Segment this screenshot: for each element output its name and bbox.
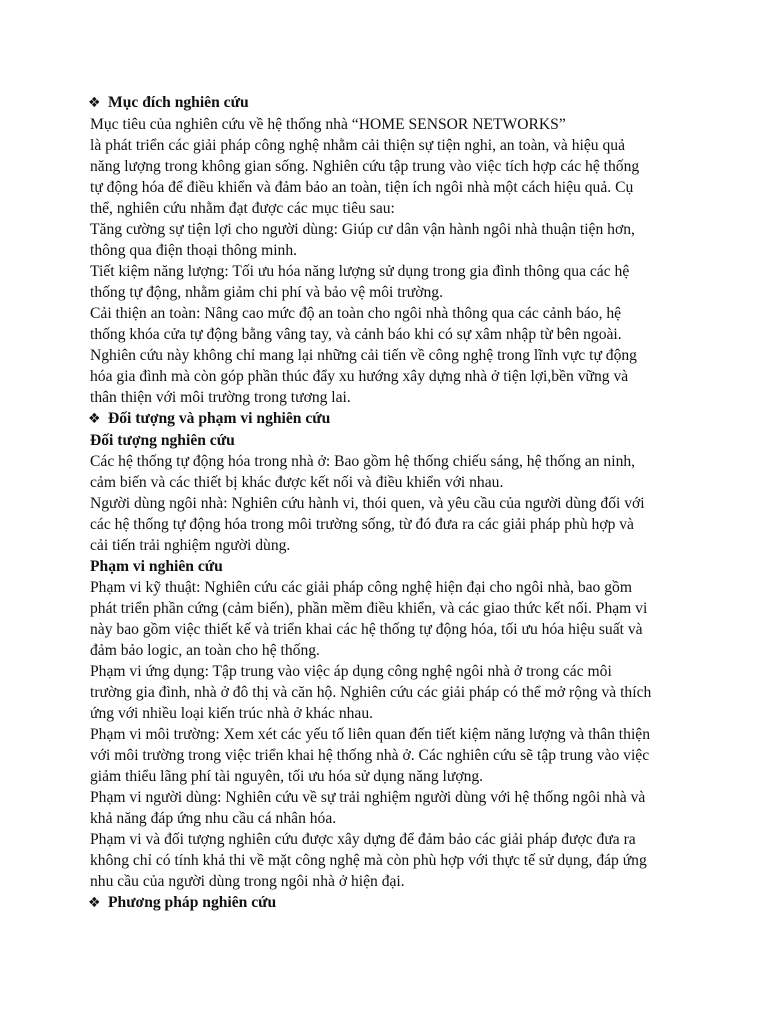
text-line: cải tiến trải nghiệm người dùng. xyxy=(90,537,291,554)
text-line: cảm biến và các thiết bị khác được kết nối và điều khiển với nhau. xyxy=(90,474,504,491)
paragraph xyxy=(90,219,690,261)
paragraph xyxy=(90,493,690,556)
section-heading-text: Phương pháp nghiên cứu xyxy=(108,894,277,911)
text-line: năng lượng trong không gian sống. Nghiên cứu tập trung vào việc tích hợp các hệ thống xyxy=(90,158,640,175)
text-line: nhu cầu của người dùng trong ngôi nhà ở hiện đại. xyxy=(90,873,405,890)
text-line: Các hệ thống tự động hóa trong nhà ở: Bao gồm hệ thống chiếu sáng, hệ thống an ninh, xyxy=(90,453,636,470)
text-line: giảm thiểu lãng phí tài nguyên, tối ưu hóa sử dụng năng lượng. xyxy=(90,768,484,785)
text-line: không chỉ có tính khả thi về mặt công nghệ mà còn phù hợp với thực tế sử dụng, đáp ứng xyxy=(90,852,647,869)
text-line: ứng với nhiều loại kiến trúc nhà ở khác nhau. xyxy=(90,705,374,722)
text-line: Người dùng ngôi nhà: Nghiên cứu hành vi, thói quen, và yêu cầu của người dùng đối với xyxy=(90,495,645,512)
paragraph xyxy=(90,451,690,493)
text-line: thông qua điện thoại thông minh. xyxy=(90,242,298,259)
text-line: Cải thiện an toàn: Nâng cao mức độ an toàn cho ngôi nhà thông qua các cảnh báo, hệ xyxy=(90,305,622,322)
paragraph xyxy=(90,787,690,829)
section-heading-text: Đối tượng và phạm vi nghiên cứu xyxy=(108,410,331,427)
subheading-research-object: Đối tượng nghiên cứu xyxy=(90,432,235,449)
text-line: khả năng đáp ứng nhu cầu cá nhân hóa. xyxy=(90,810,337,827)
text-line: Phạm vi kỹ thuật: Nghiên cứu các giải pháp công nghệ hiện đại cho ngôi nhà, bao gồm xyxy=(90,579,632,596)
text-line: với môi trường trong việc triển khai hệ thống nhà ở. Các nghiên cứu sẽ tập trung vào việc xyxy=(90,747,650,764)
section-heading-purpose xyxy=(88,92,690,114)
paragraph xyxy=(90,829,690,892)
paragraph xyxy=(90,345,690,408)
text-line: thống tự động, nhằm giảm chi phí và bảo vệ môi trường. xyxy=(90,284,443,301)
paragraph xyxy=(90,135,690,219)
text-line: Phạm vi ứng dụng: Tập trung vào việc áp dụng công nghệ ngôi nhà ở trong các môi xyxy=(90,663,612,680)
paragraph xyxy=(90,577,690,661)
text-line: Tiết kiệm năng lượng: Tối ưu hóa năng lượng sử dụng trong gia đình thông qua các hệ xyxy=(90,263,630,280)
section-heading-text: Mục đích nghiên cứu xyxy=(108,94,249,111)
text-line: tự động hóa để điều khiển và đảm bảo an toàn, tiện ích ngôi nhà một cách hiệu quả. Cụ xyxy=(90,179,634,196)
section-heading-methodology xyxy=(88,892,690,914)
paragraph xyxy=(90,661,690,724)
text-line: Phạm vi môi trường: Xem xét các yếu tố liên quan đến tiết kiệm năng lượng và thân thiện xyxy=(90,726,650,743)
text-line: Mục tiêu của nghiên cứu về hệ thống nhà “HOME SENSOR NETWORKS” xyxy=(90,116,566,133)
paragraph xyxy=(90,303,690,345)
text-line: là phát triển các giải pháp công nghệ nhằm cải thiện sự tiện nghi, an toàn, và hiệu quả xyxy=(90,137,625,154)
text-line: đảm bảo logic, an toàn cho hệ thống. xyxy=(90,642,320,659)
subheading-research-scope: Phạm vi nghiên cứu xyxy=(90,558,223,575)
text-line: thân thiện với môi trường trong tương lai. xyxy=(90,389,351,406)
paragraph xyxy=(90,114,690,135)
section-heading-scope xyxy=(88,408,690,430)
diamond-bullet-icon: ❖ xyxy=(88,95,101,111)
text-line: hóa gia đình mà còn góp phần thúc đẩy xu hướng xây dựng nhà ở tiện lợi,bền vững và xyxy=(90,368,629,385)
paragraph xyxy=(90,261,690,303)
text-line: này bao gồm việc thiết kế và triển khai các hệ thống tự động hóa, tối ưu hóa hiệu suất và xyxy=(90,621,643,638)
diamond-bullet-icon: ❖ xyxy=(88,895,101,911)
text-line: Nghiên cứu này không chỉ mang lại những cải tiến về công nghệ trong lĩnh vực tự động xyxy=(90,347,637,364)
text-line: phát triển phần cứng (cảm biến), phần mềm điều khiển, và các giao thức kết nối. Phạm vi xyxy=(90,600,648,617)
document-body xyxy=(90,92,690,914)
text-line: các hệ thống tự động hóa trong môi trường sống, từ đó đưa ra các giải pháp phù hợp và xyxy=(90,516,634,533)
text-line: trường gia đình, nhà ở đô thị và căn hộ. Nghiên cứu các giải pháp có thể mở rộng và thích xyxy=(90,684,652,701)
text-line: thống khóa cửa tự động bằng vâng tay, và cảnh báo khi có sự xâm nhập từ bên ngoài. xyxy=(90,326,622,343)
text-line: Tăng cường sự tiện lợi cho người dùng: Giúp cư dân vận hành ngôi nhà thuận tiện hơn, xyxy=(90,221,635,238)
text-line: thể, nghiên cứu nhằm đạt được các mục tiêu sau: xyxy=(90,200,395,217)
diamond-bullet-icon: ❖ xyxy=(88,411,101,427)
paragraph xyxy=(90,724,690,787)
text-line: Phạm vi người dùng: Nghiên cứu về sự trải nghiệm người dùng với hệ thống ngôi nhà và xyxy=(90,789,646,806)
text-line: Phạm vi và đối tượng nghiên cứu được xây dựng để đảm bảo các giải pháp được đưa ra xyxy=(90,831,636,848)
